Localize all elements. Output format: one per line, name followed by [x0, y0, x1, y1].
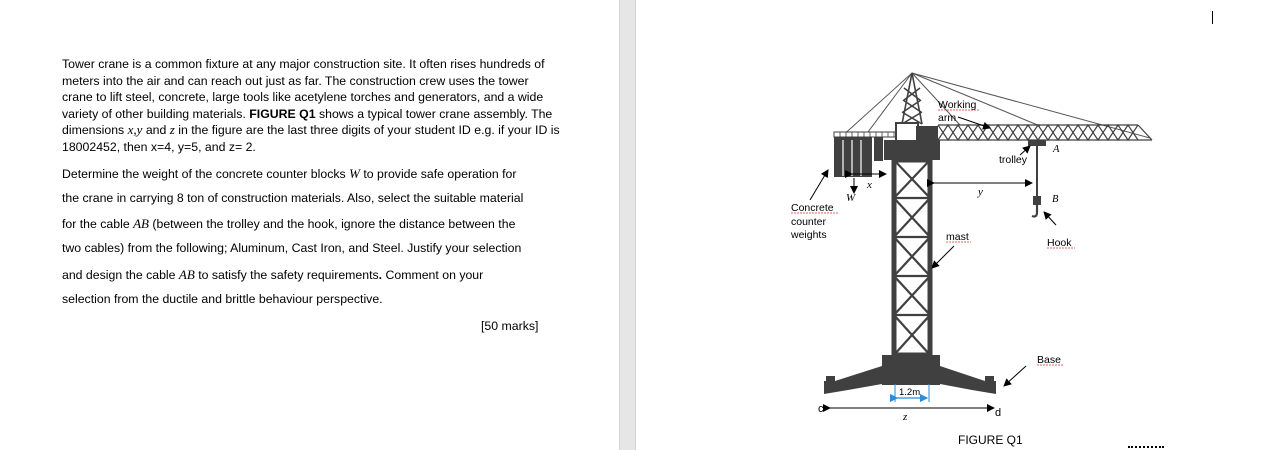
counter-jib	[834, 132, 900, 137]
mast	[894, 160, 930, 355]
y-label: y	[978, 186, 983, 198]
question-line-2: the crane in carrying 8 ton of construction materials. Also, select the suitable material	[62, 191, 524, 205]
z-label: z	[903, 411, 908, 423]
q5-text-b: to satisfy the safety requirements	[194, 268, 379, 282]
dims-var: x,y	[127, 122, 143, 137]
trolley-label: trolley	[999, 154, 1028, 166]
hook-label: Hook	[1047, 237, 1072, 249]
q5-dot: .	[378, 268, 383, 282]
intro-text-2: shows a typical tower crane assembly. The dimensions	[62, 106, 553, 137]
ab-var-2: AB	[178, 267, 195, 282]
point-a-label: A	[1053, 144, 1060, 155]
figure-ref: FIGURE Q1	[249, 106, 316, 121]
c-label: c	[818, 403, 824, 415]
and-word: and	[142, 123, 170, 137]
hook	[1032, 196, 1041, 217]
w-label: W	[846, 192, 856, 204]
weights-label: weights	[791, 229, 827, 241]
x-label: x	[867, 179, 872, 191]
counter-label: counter	[791, 216, 827, 228]
question-line-6: selection from the ductile and brittle behaviour perspective.	[62, 292, 383, 306]
z-var: z	[169, 122, 175, 137]
point-b-label: B	[1052, 194, 1059, 205]
dim-1-2m-label: 1.2m	[899, 387, 921, 398]
concrete-label: Concrete	[791, 202, 834, 214]
q3-text-a: for the cable	[62, 217, 134, 231]
d-label: d	[995, 407, 1002, 419]
working-arm-label-2: arm	[938, 112, 957, 124]
working-arm-label: Working	[938, 99, 977, 111]
working-jib	[938, 125, 1152, 140]
counterweight-blocks	[834, 137, 883, 177]
question-line-4: two cables) from the following; Aluminum, Cast Iron, and Steel. Justify your selection	[62, 241, 522, 255]
q5-text-a: and design the cable	[62, 268, 179, 282]
w-var: W	[349, 166, 360, 181]
pendant-cables	[840, 73, 1150, 138]
mast-label: mast	[946, 231, 969, 243]
trolley	[1028, 140, 1046, 146]
base-label: Base	[1037, 354, 1061, 366]
q5-text-c: Comment on your	[382, 268, 484, 282]
q3-text-b: (between the trolley and the hook, ignore the distance between the	[148, 217, 516, 231]
slewing-unit	[884, 123, 940, 160]
intro-text-3: in the figure are the last three digits of your student ID e.g. if your ID is 18002452, then	[62, 123, 560, 154]
figure-caption: FIGURE Q1	[958, 433, 1023, 447]
q1-text-b: to provide safe operation for	[359, 167, 517, 181]
ab-var: AB	[133, 216, 149, 231]
q1-text-a: Determine the weight of the concrete counter blocks	[62, 167, 350, 181]
marks-label: [50 marks]	[481, 319, 539, 333]
example-text: x=4, y=5, and z= 2.	[150, 139, 256, 154]
intro-text: Tower crane is a common fixture at any major construction site. It often rises hundreds of meters into the air and can reach out just as far. The construction crew uses the tower crane to lift steel, concrete, large tools like acetylene torches and generators, and a wide variety of other building materials.	[62, 57, 545, 121]
